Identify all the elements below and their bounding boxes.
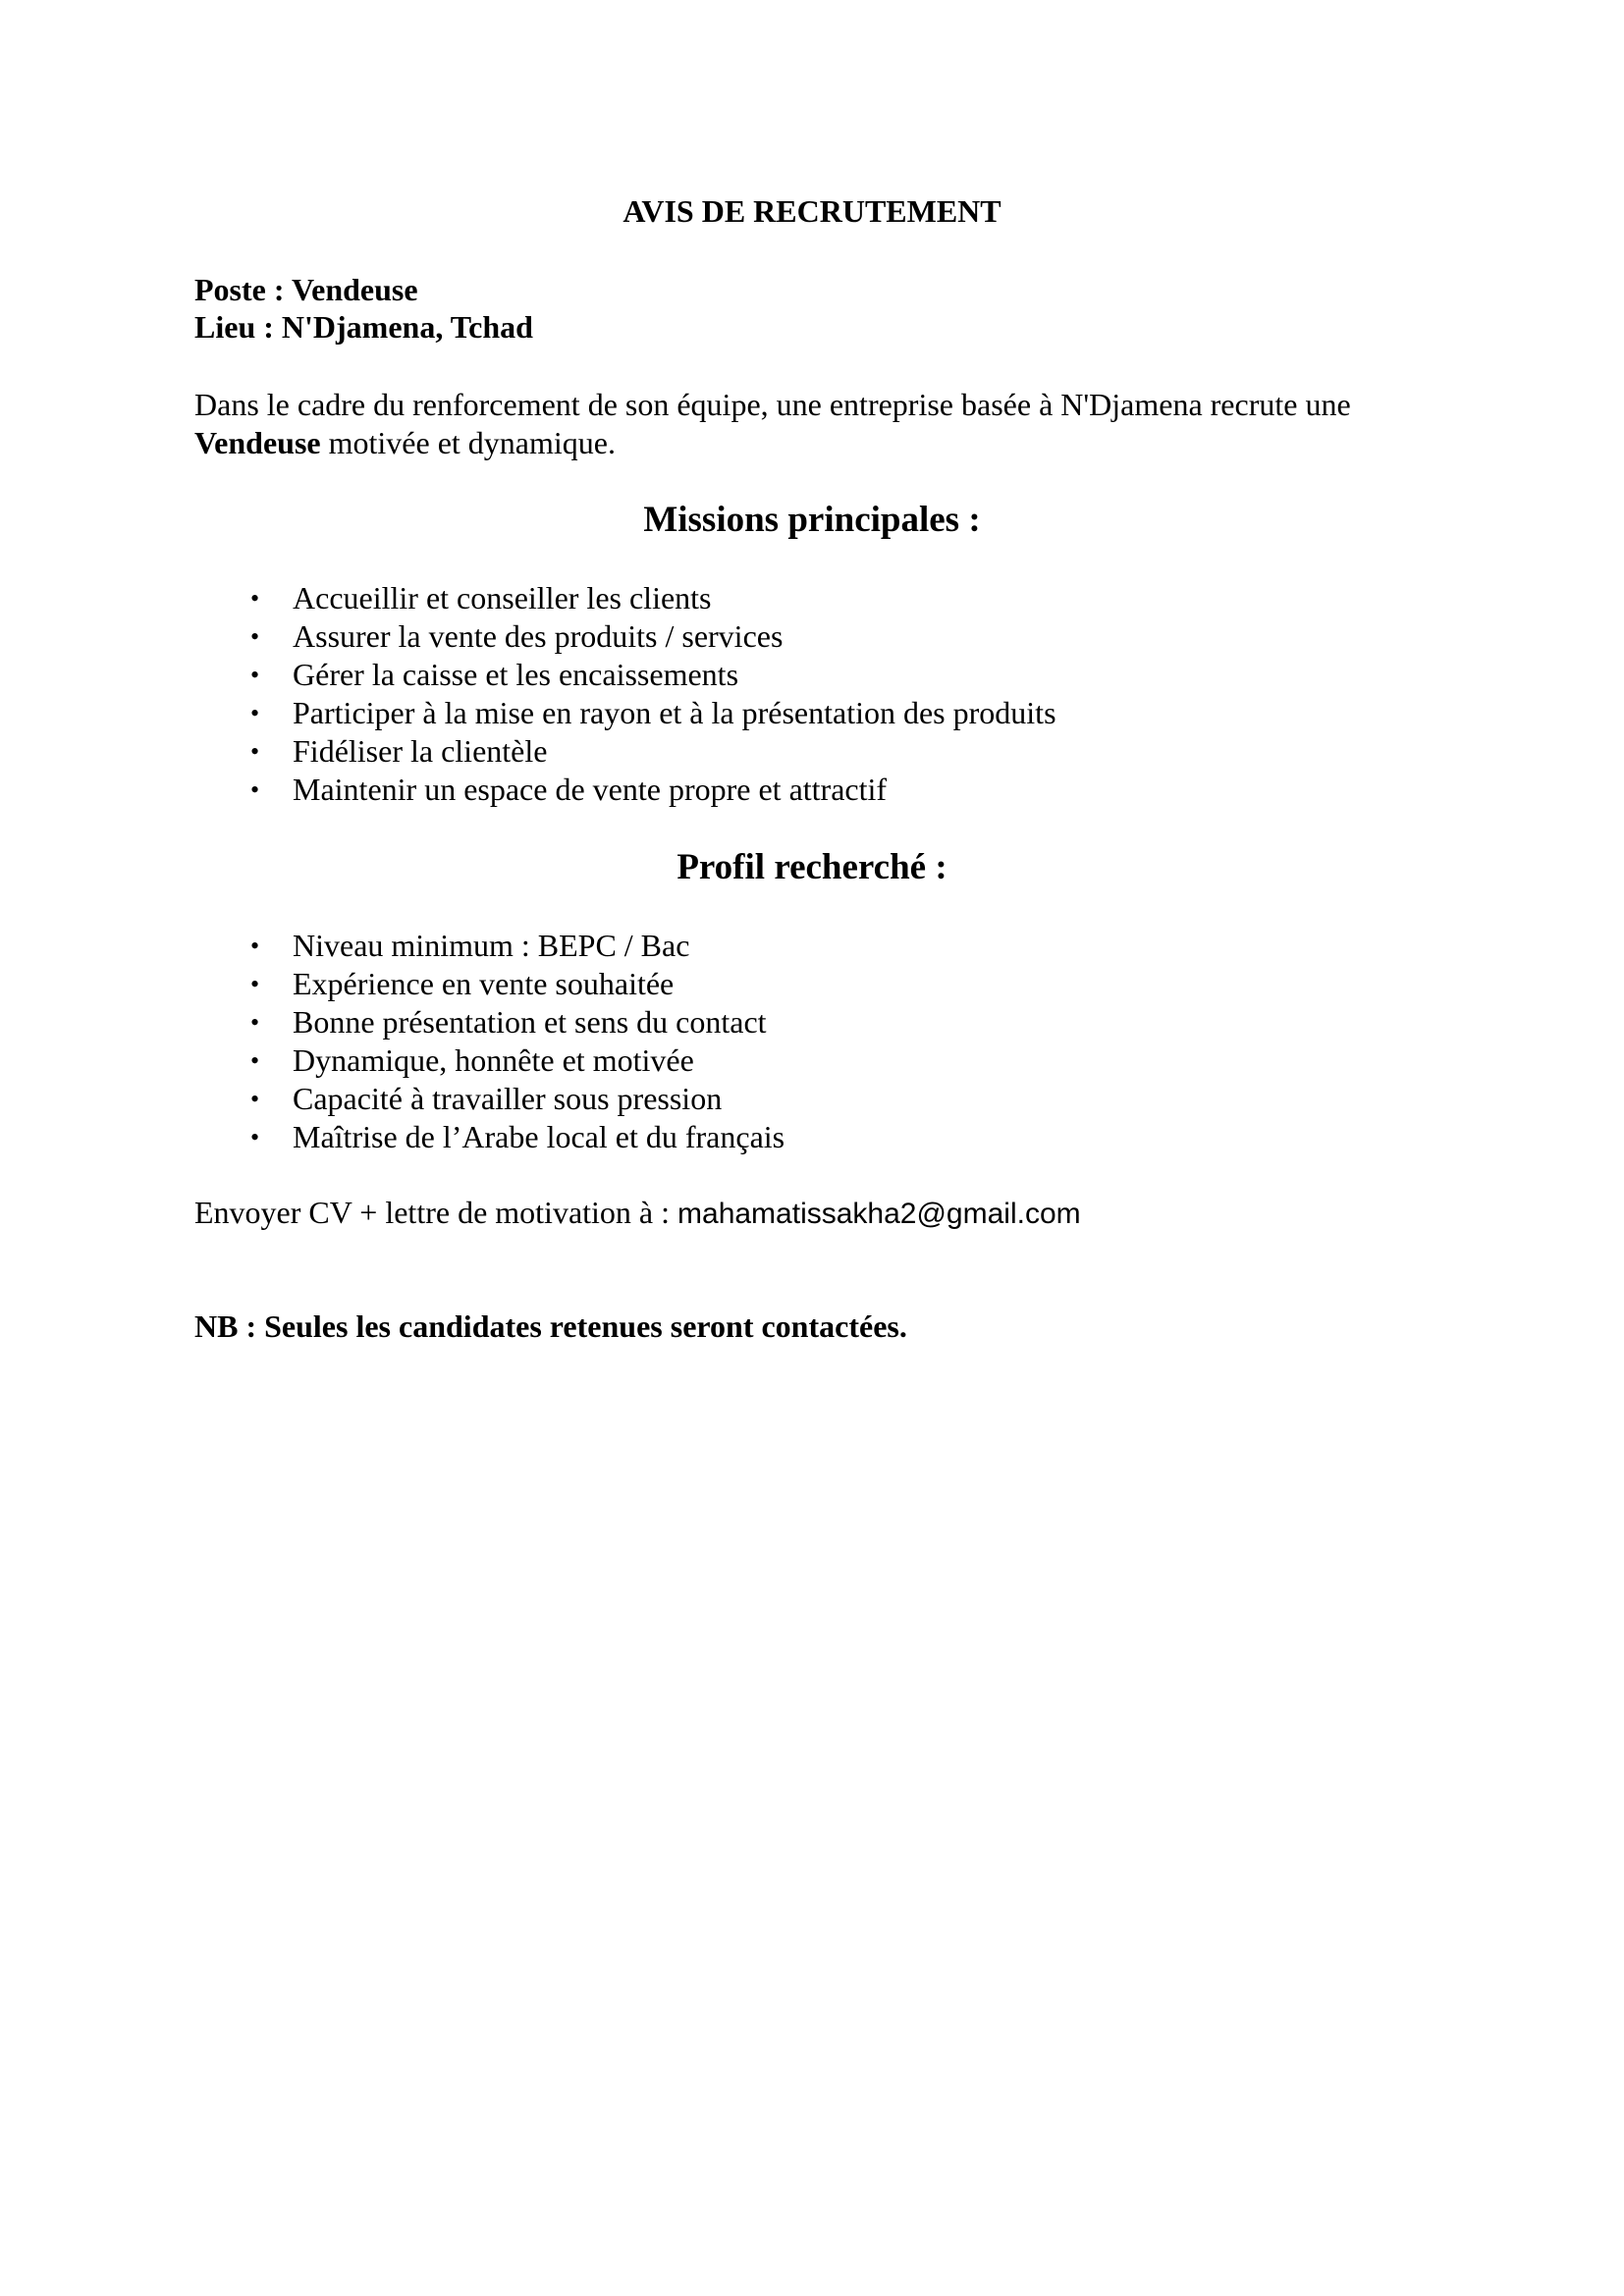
bullet-icon: • <box>250 737 260 766</box>
list-item-text: Fidéliser la clientèle <box>293 733 548 769</box>
bullet-icon: • <box>250 584 260 613</box>
document-title: AVIS DE RECRUTEMENT <box>623 193 1001 229</box>
list-item <box>0 617 1056 656</box>
profil-heading: Profil recherché : <box>677 847 947 887</box>
list-item <box>0 579 1056 617</box>
list-item <box>0 694 1056 732</box>
bullet-icon: • <box>250 661 260 689</box>
list-item-text: Maintenir un espace de vente propre et attractif <box>293 772 888 807</box>
intro-line-1: Dans le cadre du renforcement de son équipe, une entreprise basée à N'Djamena recrute une <box>194 387 1351 422</box>
list-item-text: Dynamique, honnête et motivée <box>293 1042 694 1078</box>
poste-line: Poste : Vendeuse <box>194 272 418 307</box>
bullet-icon: • <box>250 775 260 804</box>
list-item-text: Capacité à travailler sous pression <box>293 1081 723 1116</box>
list-item <box>0 656 1056 694</box>
list-item <box>0 1041 785 1080</box>
profil-list <box>0 927 785 1156</box>
list-item <box>0 927 785 965</box>
list-item-text: Accueillir et conseiller les clients <box>293 580 712 615</box>
list-item-text: Bonne présentation et sens du contact <box>293 1004 767 1040</box>
missions-list <box>0 579 1056 809</box>
list-item <box>0 1003 785 1041</box>
bullet-icon: • <box>250 622 260 651</box>
list-item <box>0 732 1056 771</box>
list-item-text: Niveau minimum : BEPC / Bac <box>293 928 690 963</box>
list-item <box>0 1080 785 1118</box>
contact-label: Envoyer CV + lettre de motivation à : <box>194 1195 678 1230</box>
list-item-text: Gérer la caisse et les encaissements <box>293 657 739 692</box>
list-item <box>0 1118 785 1156</box>
list-item <box>0 771 1056 809</box>
bullet-icon: • <box>250 932 260 960</box>
bullet-icon: • <box>250 1046 260 1075</box>
contact-email-link[interactable]: mahamatissakha2@gmail.com <box>677 1198 1081 1230</box>
list-item-text: Assurer la vente des produits / services <box>293 618 784 654</box>
list-item-text: Expérience en vente souhaitée <box>293 966 675 1001</box>
list-item-text: Maîtrise de l’Arabe local et du français <box>293 1119 785 1154</box>
missions-heading: Missions principales : <box>643 500 981 540</box>
contact-line <box>194 1194 1081 1233</box>
bullet-icon: • <box>250 699 260 727</box>
bullet-icon: • <box>250 1085 260 1113</box>
lieu-line: Lieu : N'Djamena, Tchad <box>194 309 533 345</box>
bullet-icon: • <box>250 970 260 998</box>
intro-line-2 <box>194 424 616 462</box>
intro-bold-word: Vendeuse <box>194 425 321 460</box>
note-line: NB : Seules les candidates retenues seront contactées. <box>194 1308 907 1344</box>
bullet-icon: • <box>250 1123 260 1151</box>
list-item-text: Participer à la mise en rayon et à la présentation des produits <box>293 695 1056 730</box>
bullet-icon: • <box>250 1008 260 1037</box>
intro-rest: motivée et dynamique. <box>320 425 616 460</box>
list-item <box>0 965 785 1003</box>
